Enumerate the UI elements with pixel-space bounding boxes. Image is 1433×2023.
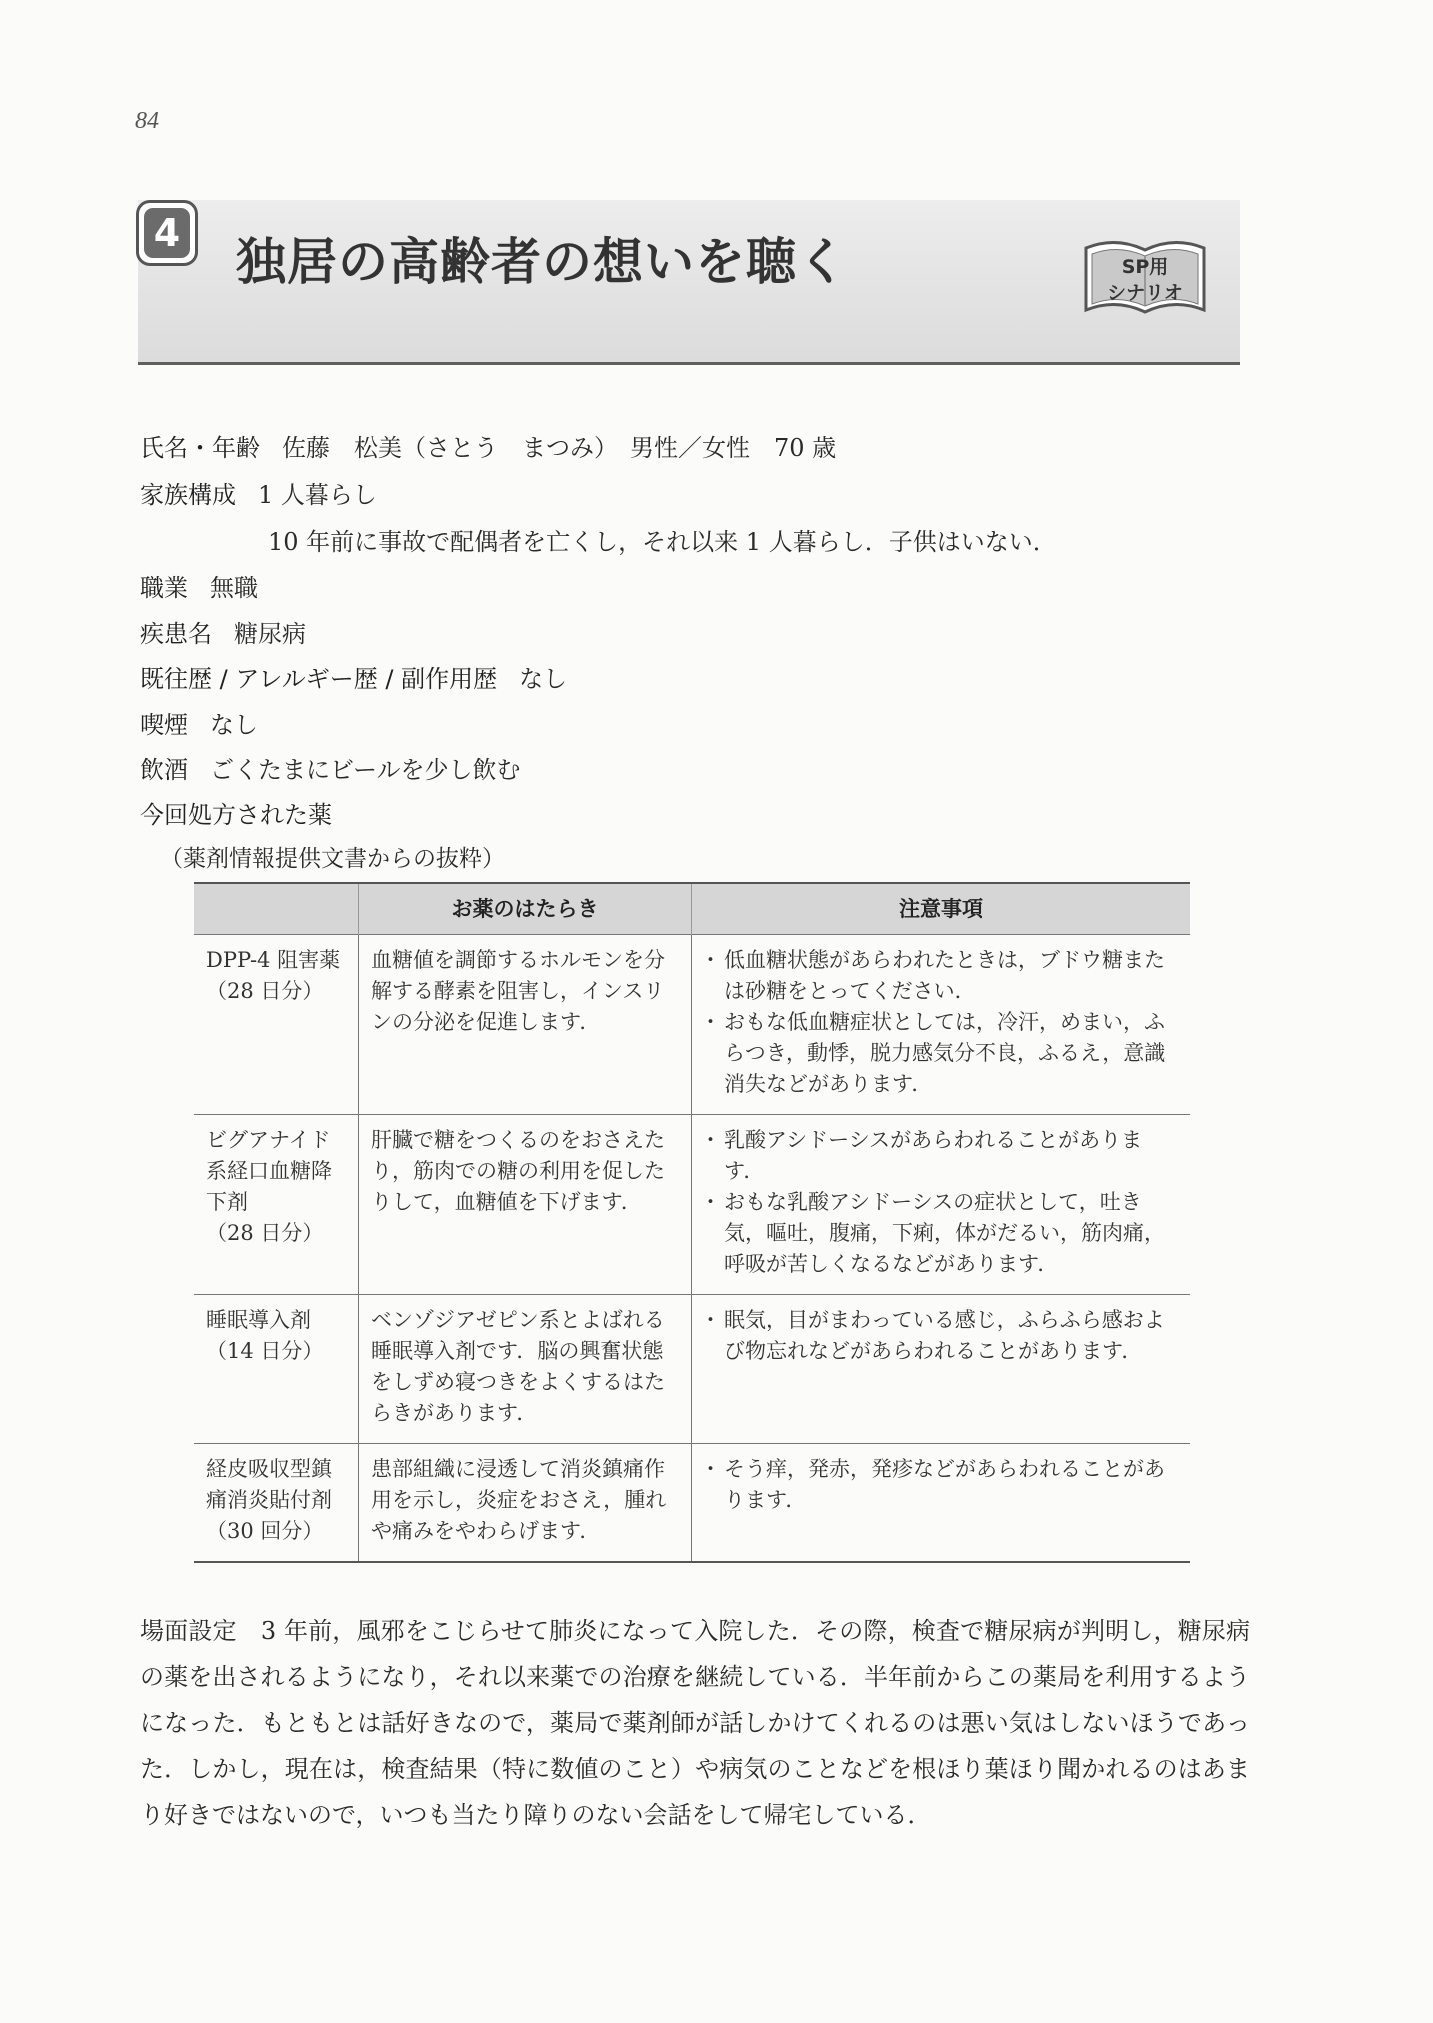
drug-note: ・ おもな低血糖症状としては，冷汗，めまい，ふらつき，動悸，脱力感気分不良，ふるえ，意識消失などがあります． <box>704 1007 1178 1100</box>
table-row <box>194 1115 1190 1295</box>
chapter-number-badge <box>136 200 198 266</box>
prescription-heading <box>140 795 332 830</box>
disease-row <box>140 614 306 649</box>
smoking-label: 喫煙 <box>140 711 188 739</box>
chapter-title: 独居の高齢者の想いを聴く <box>236 233 848 291</box>
drug-notes-cell <box>692 1444 1191 1563</box>
family-detail: 10 年前に事故で配偶者を亡くし，それ以来 1 人暮らし．子供はいない． <box>268 528 1057 556</box>
table-row <box>194 1444 1190 1563</box>
scene-setting <box>140 1608 1250 1838</box>
history-row <box>140 659 567 694</box>
prescription-label: 今回処方された薬 <box>140 801 332 829</box>
drug-note: ・ 眠気，目がまわっている感じ，ふらふら感および物忘れなどがあらわれることがあります． <box>704 1305 1178 1367</box>
drug-note: ・ 低血糖状態があらわれたときは，ブドウ糖または砂糖をとってください． <box>704 945 1178 1007</box>
job-label: 職業 <box>140 574 188 602</box>
family-row <box>140 475 377 510</box>
drug-table <box>194 882 1190 1563</box>
drug-notes-cell <box>692 1115 1191 1295</box>
history-label: 既往歴 / アレルギー歴 / 副作用歴 <box>140 665 498 693</box>
drug-quantity: （14 日分） <box>206 1339 324 1363</box>
drug-name: ビグアナイド系経口血糖降下剤 <box>206 1128 332 1214</box>
drug-name-cell <box>194 1444 359 1563</box>
table-row <box>194 935 1190 1115</box>
sp-badge-line1: SP用 <box>1121 256 1169 278</box>
header-notes: 注意事項 <box>692 883 1191 935</box>
family-label: 家族構成 <box>140 481 236 509</box>
chapter-number: 4 <box>144 208 190 258</box>
table-row <box>194 1295 1190 1444</box>
disease-label: 疾患名 <box>140 620 212 648</box>
job-row <box>140 568 258 603</box>
history-value: なし <box>519 665 568 693</box>
page-number: 84 <box>135 108 159 134</box>
drug-name-cell <box>194 935 359 1115</box>
drug-action: 血糖値を調節するホルモンを分解する酵素を阻害し，インスリンの分泌を促進します． <box>359 935 692 1115</box>
drug-name: 経皮吸収型鎮痛消炎貼付剤 <box>206 1457 332 1512</box>
drug-name-cell <box>194 1295 359 1444</box>
drug-action: 患部組織に浸透して消炎鎮痛作用を示し，炎症をおさえ，腫れや痛みをやわらげます． <box>359 1444 692 1563</box>
drug-quantity: （28 日分） <box>206 1221 324 1245</box>
drinking-row <box>140 750 521 785</box>
scene-label: 場面設定 <box>140 1617 237 1645</box>
drug-quantity: （30 回分） <box>206 1519 324 1543</box>
job-value: 無職 <box>210 574 258 602</box>
header-drug <box>194 883 359 935</box>
prescription-note: （薬剤情報提供文書からの抜粋） <box>160 846 505 872</box>
disease-value: 糖尿病 <box>234 620 306 648</box>
scene-text: 3 年前，風邪をこじらせて肺炎になって入院した．その際，検査で糖尿病が判明し，糖尿病の薬を出されるようになり，それ以来薬での治療を継続している．半年前からこの薬局を利用するようになった．もともとは話好きなので，薬局で薬剤師が話しかけてくれるのは悪い気はしないほうであった．しかし，現在は，検査結果（特に数値のこと）や病気のことなどを根ほり葉ほり聞かれるのはあまり好きではないので，いつも当たり障りのない会話をして帰宅している． <box>140 1617 1251 1829</box>
header-action: お薬のはたらき <box>359 883 692 935</box>
drug-action: ベンゾジアゼピン系とよばれる睡眠導入剤です．脳の興奮状態をしずめ寝つきをよくするはたらきがあります． <box>359 1295 692 1444</box>
sp-scenario-book-icon <box>1082 238 1208 316</box>
smoking-row <box>140 705 258 740</box>
table-header-row <box>194 883 1190 935</box>
drug-note: ・ そう痒，発赤，発疹などがあらわれることがあります． <box>704 1454 1178 1516</box>
drug-note: ・ 乳酸アシドーシスがあらわれることがあります． <box>704 1125 1178 1187</box>
drug-notes-cell <box>692 935 1191 1115</box>
drug-notes-cell <box>692 1295 1191 1444</box>
drug-quantity: （28 日分） <box>206 979 324 1003</box>
drug-name: 睡眠導入剤 <box>206 1308 311 1332</box>
name-label: 氏名・年齢 <box>140 434 260 462</box>
family-value: 1 人暮らし <box>258 481 377 509</box>
sp-badge-line2: シナリオ <box>1107 282 1183 304</box>
drug-action: 肝臓で糖をつくるのをおさえたり，筋肉での糖の利用を促したりして，血糖値を下げます． <box>359 1115 692 1295</box>
drinking-label: 飲酒 <box>140 756 188 784</box>
name-value: 佐藤 松美（さとう まつみ） 男性／女性 70 歳 <box>282 434 837 462</box>
drug-name: DPP-4 阻害薬 <box>206 948 341 972</box>
name-row <box>140 428 836 463</box>
drug-name-cell <box>194 1115 359 1295</box>
drinking-value: ごくたまにビールを少し飲む <box>210 756 521 784</box>
smoking-value: なし <box>210 711 258 739</box>
drug-note: ・ おもな乳酸アシドーシスの症状として，吐き気，嘔吐，腹痛，下痢，体がだるい，筋肉痛，呼吸が苦しくなるなどがあります． <box>704 1187 1178 1280</box>
